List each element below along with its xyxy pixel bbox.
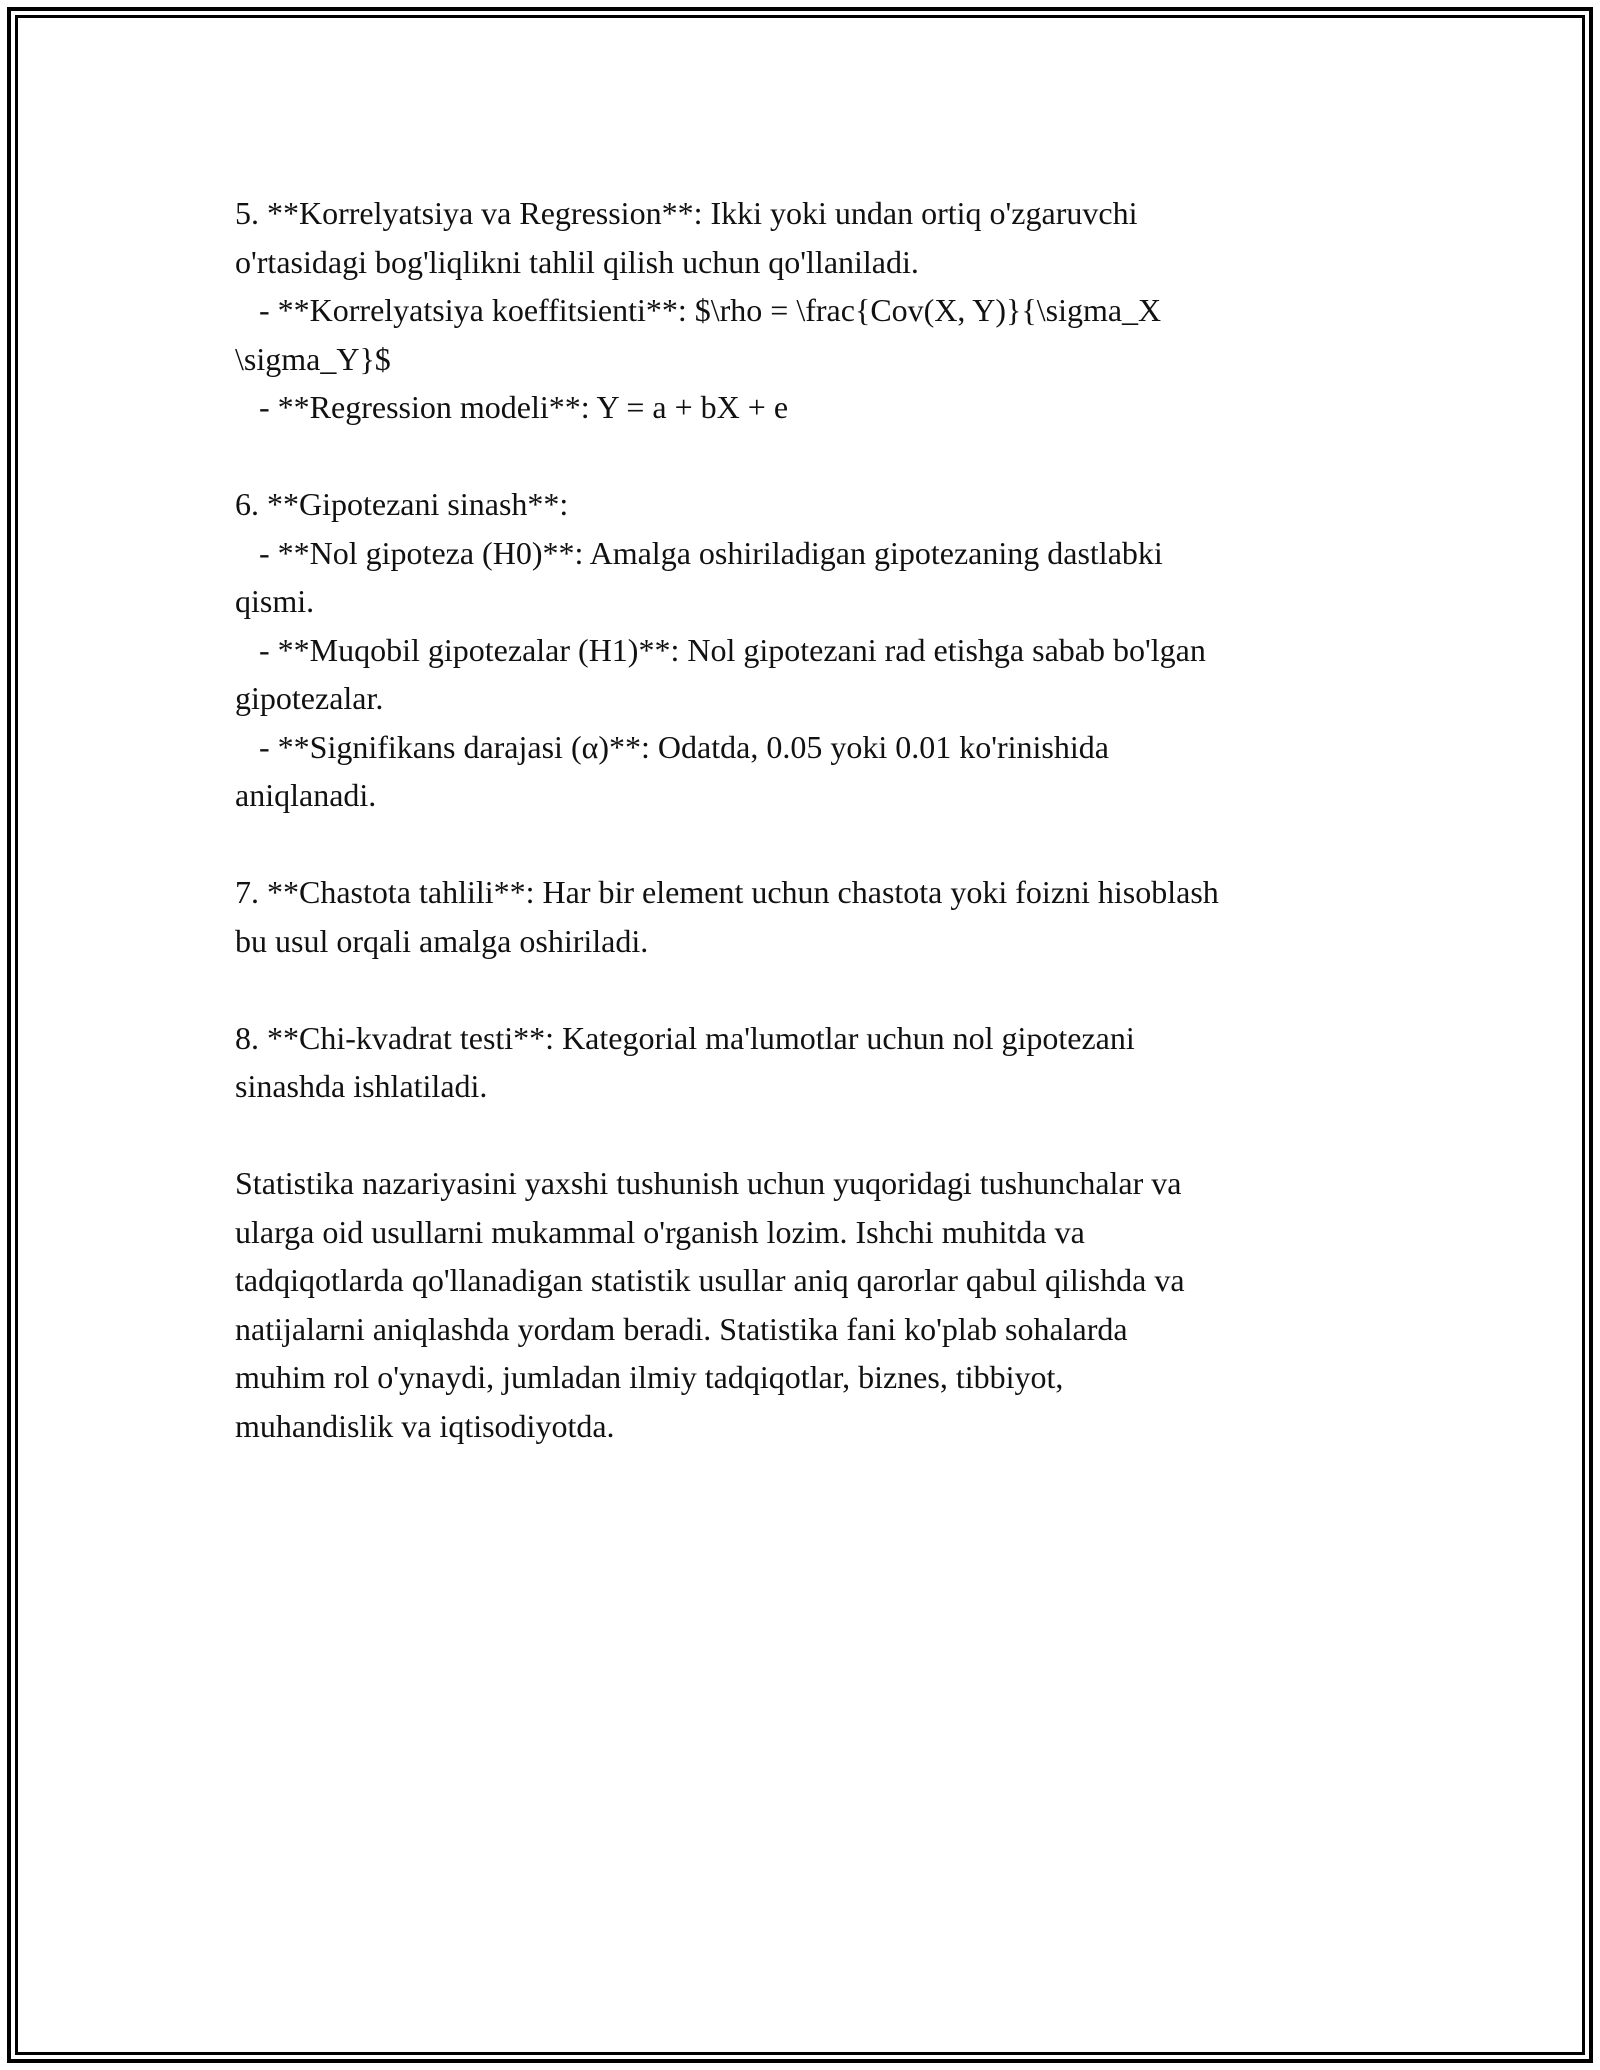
text-line: natijalarni aniqlashda yordam beradi. Statistika fani ko'plab sohalarda: [235, 1310, 1128, 1347]
text-line: 7. **Chastota tahlili**: Har bir element uchun chastota yoki foizni hisoblash: [235, 874, 1219, 910]
document-body: [235, 189, 1385, 1450]
text-line: - **Signifikans darajasi (α)**: Odatda, 0.05 yoki 0.01 ko'rinishida: [235, 728, 1109, 765]
text-line: qismi.: [235, 583, 315, 619]
text-line: Statistika nazariyasini yaxshi tushunish uchun yuqoridagi tushunchalar va: [235, 1165, 1182, 1201]
text-line: - **Korrelyatsiya koeffitsienti**: $\rho = \frac{Cov(X, Y)}{\sigma_X: [235, 292, 1162, 328]
text-line: 8. **Chi-kvadrat testi**: Kategorial ma'lumotlar uchun nol gipotezani: [235, 1019, 1135, 1056]
paragraph-gap: [235, 432, 1385, 481]
text-line: \sigma_Y}$: [235, 340, 391, 377]
text-line: muhim rol o'ynaydi, jumladan ilmiy tadqiqotlar, biznes, tibbiyot,: [235, 1359, 1064, 1395]
text-line: 5. **Korrelyatsiya va Regression**: Ikki yoki undan ortiq o'zgaruvchi: [235, 195, 1138, 231]
text-line: 6. **Gipotezani sinash**:: [235, 486, 569, 522]
text-line: muhandislik va iqtisodiyotda.: [235, 1407, 615, 1444]
text-line: sinashda ishlatiladi.: [235, 1068, 488, 1104]
paragraph-gap: [235, 1111, 1385, 1160]
text-line: - **Regression modeli**: Y = a + bX + e: [235, 389, 789, 425]
text-line: ularga oid usullarni mukammal o'rganish lozim. Ishchi muhitda va: [235, 1213, 1085, 1250]
text-line: - **Muqobil gipotezalar (H1)**: Nol gipotezani rad etishga sabab bo'lgan: [235, 631, 1206, 668]
text-line: - **Nol gipoteza (H0)**: Amalga oshiriladigan gipotezaning dastlabki: [235, 534, 1163, 571]
text-line: o'rtasidagi bog'liqlikni tahlil qilish uchun qo'llaniladi.: [235, 243, 919, 280]
text-line: aniqlanadi.: [235, 777, 377, 813]
text-line: gipotezalar.: [235, 680, 384, 716]
text-line: bu usul orqali amalga oshiriladi.: [235, 922, 649, 959]
paragraph-gap: [235, 965, 1385, 1014]
text-line: tadqiqotlarda qo'llanadigan statistik usullar aniq qarorlar qabul qilishda va: [235, 1262, 1185, 1298]
paragraph-gap: [235, 820, 1385, 869]
